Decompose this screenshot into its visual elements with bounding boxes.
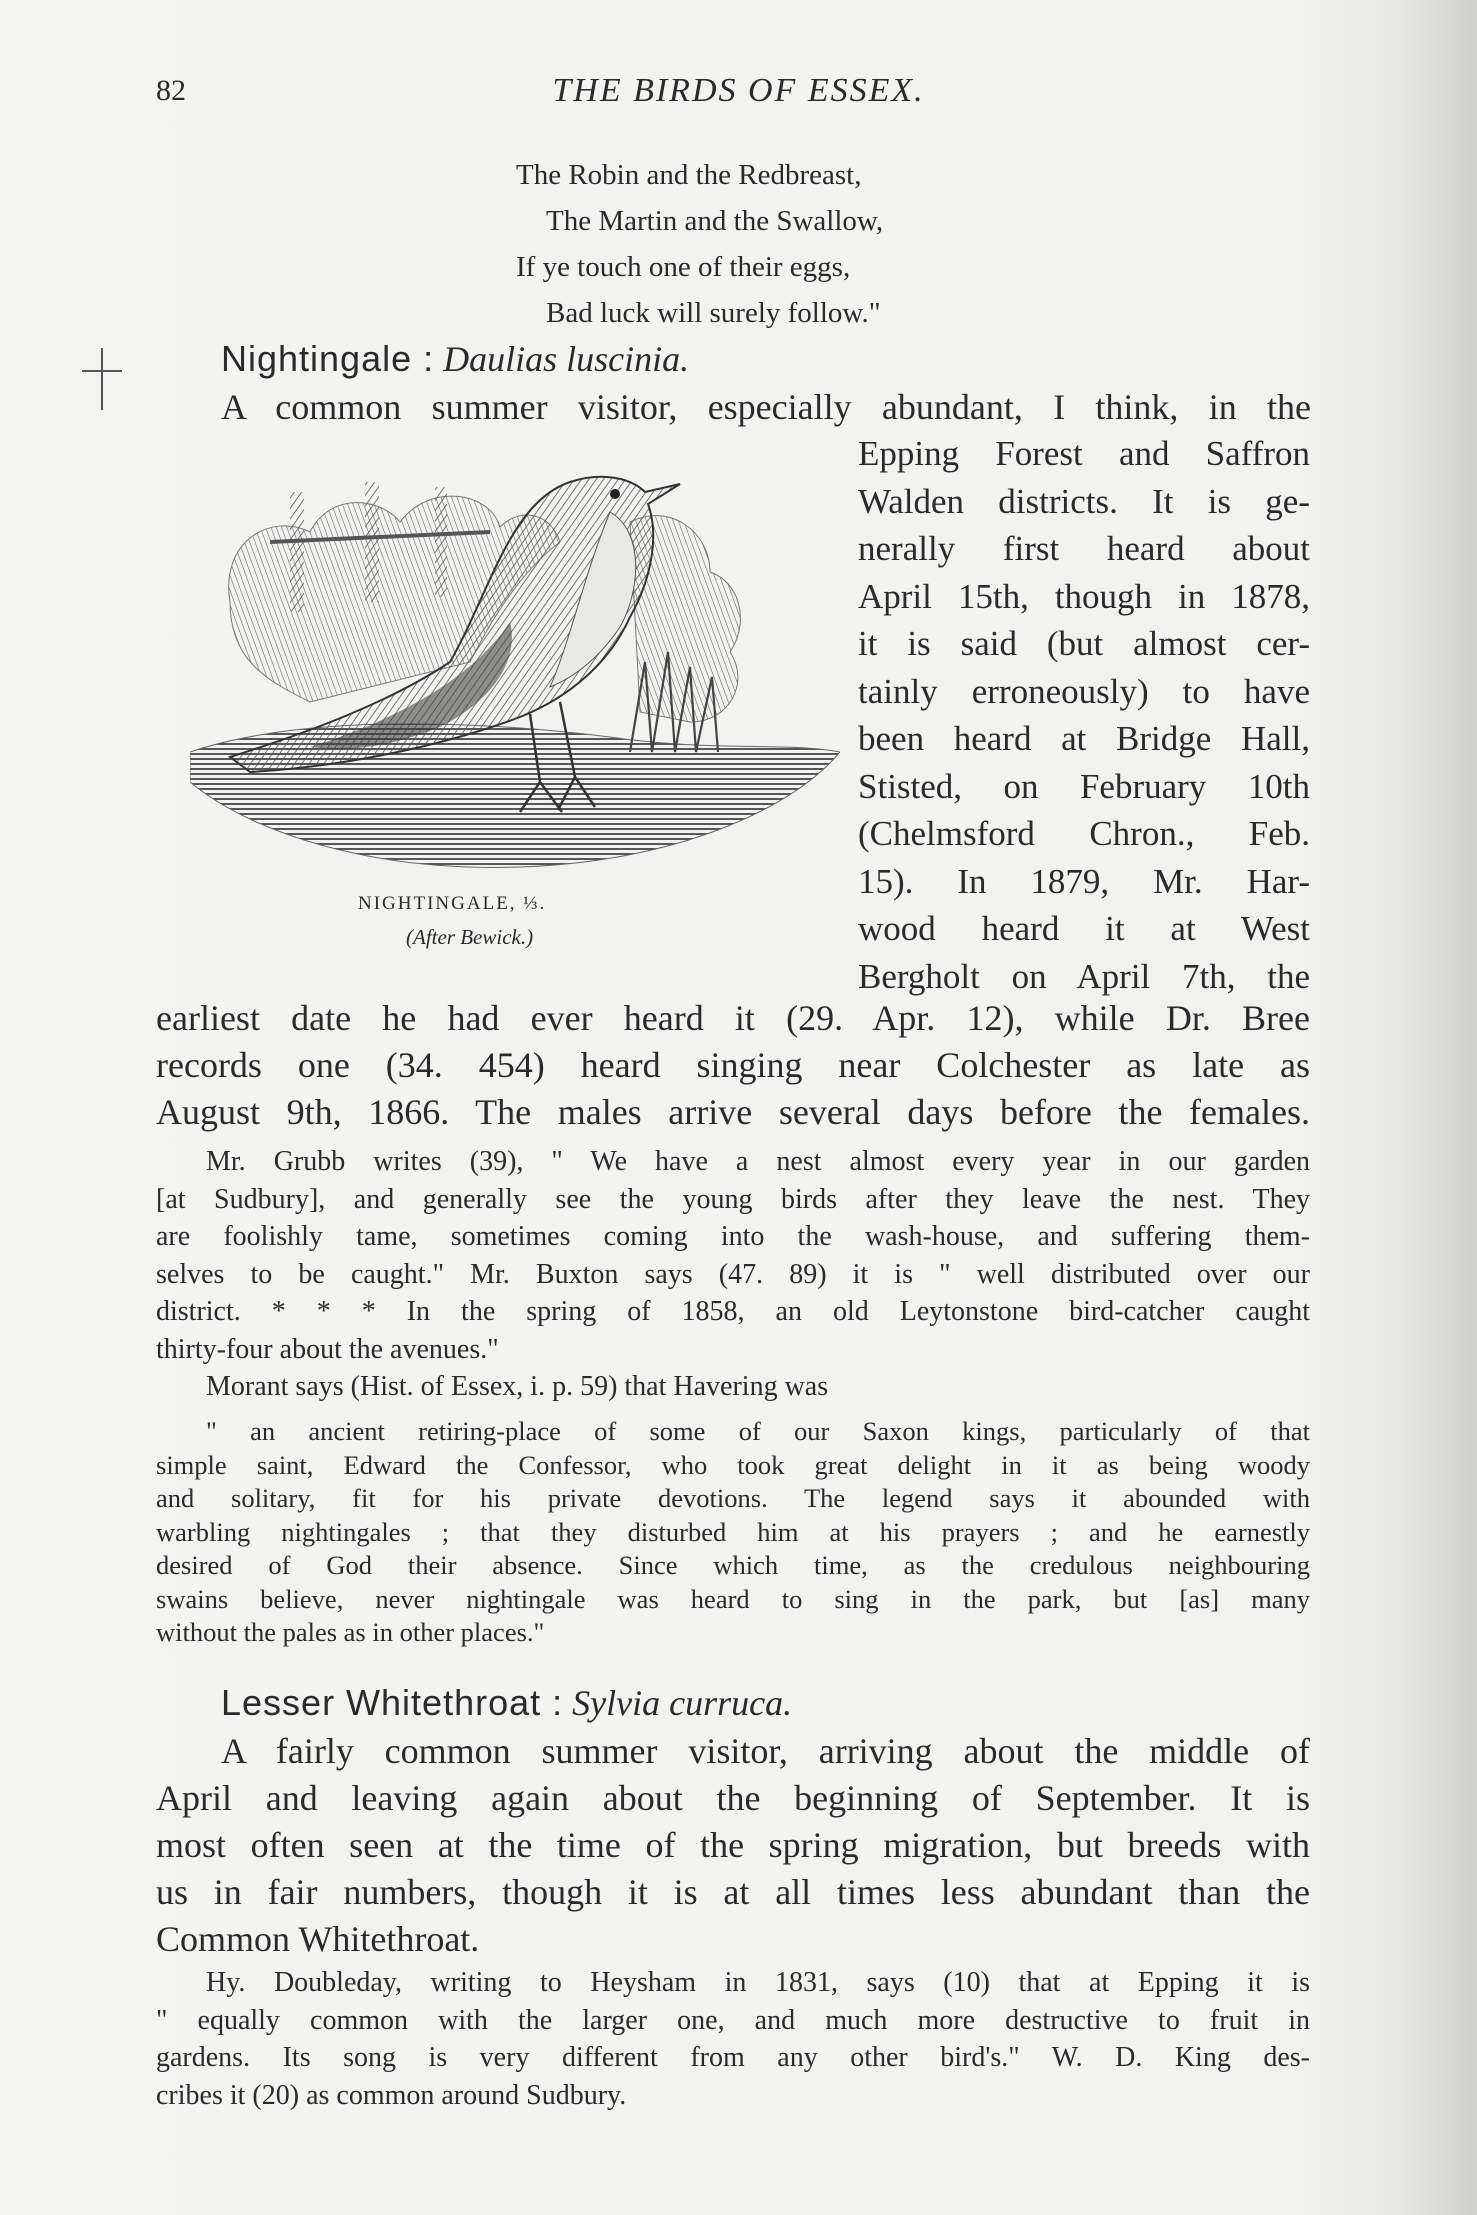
text-line: nerally first heard about	[858, 529, 1310, 568]
text-line: district. * * * In the spring of 1858, an old Leytonstone bird-catcher caught	[156, 1296, 1310, 1327]
text-line: without the pales as in other places."	[156, 1617, 545, 1647]
text-line: swains believe, never nightingale was heard to sing in the park, but [as] many	[156, 1583, 1310, 1614]
whitethroat-paragraph	[156, 1728, 1310, 1963]
nightingale-paragraph-continued	[156, 995, 1310, 1136]
text-line: warbling nightingales ; that they disturbed him at his prayers ; and he earnestly	[156, 1516, 1310, 1547]
morant-quotation	[156, 1415, 1310, 1650]
verse-line: Bad luck will surely follow."	[546, 297, 881, 329]
text-line: records one (34. 454) heard singing near Colchester as late as	[156, 1045, 1310, 1085]
text-line: Mr. Grubb writes (39), " We have a nest almost every year in our garden	[206, 1146, 1310, 1177]
page-number: 82	[156, 74, 186, 107]
text-line: (Chelmsford Chron., Feb.	[858, 814, 1310, 853]
text-line: Hy. Doubleday, writing to Heysham in 1831, says (10) that at Epping it is	[206, 1967, 1310, 1998]
text-line: Walden districts. It is ge-	[858, 481, 1310, 521]
text-line: Stisted, on February 10th	[858, 766, 1310, 806]
nightingale-engraving	[190, 452, 840, 877]
text-line: cribes it (20) as common around Sudbury.	[156, 2079, 627, 2111]
text-line: thirty-four about the avenues."	[156, 1333, 499, 1365]
margin-cross-mark	[82, 348, 122, 410]
text-line: 15). In 1879, Mr. Har-	[858, 861, 1310, 901]
running-title: THE BIRDS OF ESSEX.	[552, 72, 925, 109]
text-line: selves to be caught." Mr. Buxton says (47. 89) it is " well distributed over our	[156, 1258, 1310, 1290]
text-line: Morant says (Hist. of Essex, i. p. 59) that Havering was	[206, 1371, 829, 1402]
text-line: gardens. Its song is very different from any other bird's." W. D. King des-	[156, 2042, 1310, 2073]
species-heading-lesser-whitethroat	[221, 1682, 792, 1724]
text-line: April 15th, though in 1878,	[858, 576, 1310, 616]
whitethroat-notes	[156, 1964, 1310, 2114]
species-name: Nightingale :	[221, 338, 435, 379]
text-line: wood heard it at West	[858, 909, 1310, 948]
species-heading-nightingale	[221, 338, 689, 380]
verse-line: If ye touch one of their eggs,	[516, 251, 851, 283]
wrapped-text-column	[858, 430, 1310, 1000]
text-line: Bergholt on April 7th, the	[858, 956, 1310, 996]
text-line: " equally common with the larger one, and much more destructive to fruit in	[156, 2004, 1310, 2036]
text-line: most often seen at the time of the spring migration, but breeds with	[156, 1825, 1310, 1865]
text-line: " an ancient retiring-place of some of our Saxon kings, particularly of that	[206, 1416, 1310, 1446]
text-line: simple saint, Edward the Confessor, who took great delight in it as being woody	[156, 1449, 1310, 1480]
text-line: A fairly common summer visitor, arriving about the middle of	[221, 1731, 1310, 1771]
paragraph-first-line: A common summer visitor, especially abundant, I think, in the	[221, 387, 1311, 427]
species-latin-name: Daulias luscinia.	[443, 339, 690, 379]
verse-line: The Robin and the Redbreast,	[516, 159, 862, 191]
text-line: Epping Forest and Saffron	[858, 434, 1310, 473]
figure-caption: NIGHTINGALE, ⅓.	[358, 893, 547, 914]
nightingale-notes	[156, 1143, 1310, 1406]
text-line: been heard at Bridge Hall,	[858, 719, 1310, 758]
text-line: April and leaving again about the beginning of September. It is	[156, 1778, 1310, 1818]
text-line: Common Whitethroat.	[156, 1919, 480, 1959]
text-line: August 9th, 1866. The males arrive several days before the females.	[156, 1092, 1310, 1132]
text-line: tainly erroneously) to have	[858, 671, 1310, 711]
verse-line: The Martin and the Swallow,	[546, 205, 884, 237]
species-name: Lesser Whitethroat :	[221, 1682, 564, 1723]
figure-credit: (After Bewick.)	[406, 925, 534, 949]
species-latin-name: Sylvia curruca.	[572, 1683, 793, 1723]
text-line: [at Sudbury], and generally see the young birds after they leave the nest. They	[156, 1183, 1310, 1215]
text-line: are foolishly tame, sometimes coming into the wash-house, and suffering them-	[156, 1221, 1310, 1252]
text-line: and solitary, fit for his private devotions. The legend says it abounded with	[156, 1483, 1310, 1513]
text-line: us in fair numbers, though it is at all times less abundant than the	[156, 1872, 1310, 1912]
text-line: desired of God their absence. Since which time, as the credulous neighbouring	[156, 1550, 1310, 1580]
text-line: earliest date he had ever heard it (29. Apr. 12), while Dr. Bree	[156, 998, 1310, 1038]
text-line: it is said (but almost cer-	[858, 624, 1310, 663]
verse-quotation	[516, 152, 883, 336]
